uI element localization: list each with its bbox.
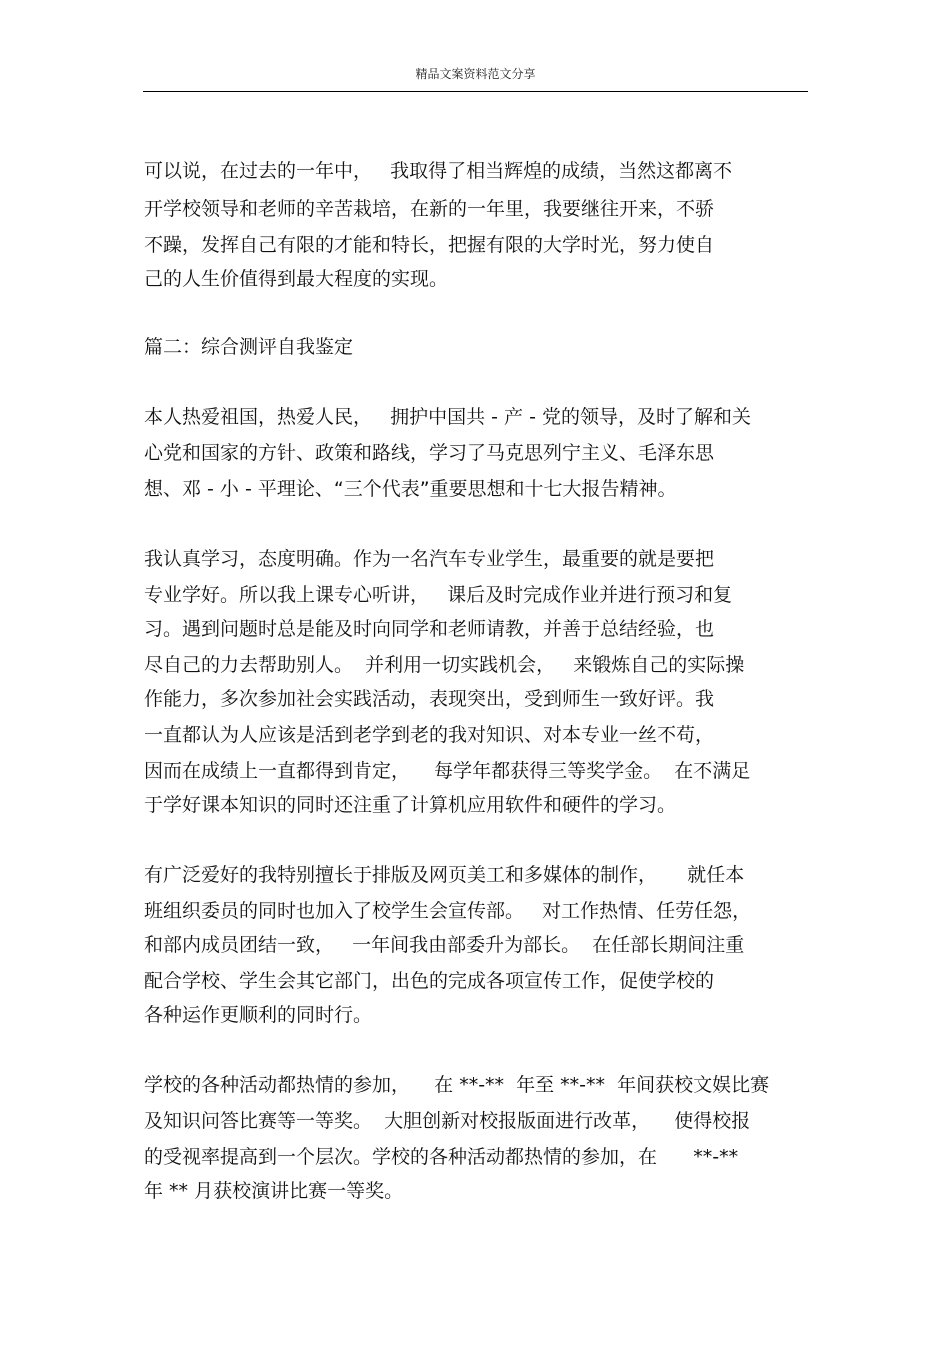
- text-line: 班组织委员的同时也加入了校学生会宣传部。 对工作热情、任劳任怨，: [144, 900, 752, 922]
- text-line: 想、邓 - 小 - 平理论、“三个代表”重要思想和十七大报告精神。: [144, 478, 677, 500]
- text-line: 己的人生价值得到最大程度的实现。: [144, 268, 449, 290]
- text-line: 作能力，多次参加社会实践活动，表现突出，受到师生一致好评。我: [144, 688, 715, 710]
- text-line: 尽自己的力去帮助别人。 并利用一切实践机会， 来锻炼自己的实际操: [144, 654, 745, 676]
- text-line: 一直都认为人应该是活到老学到老的我对知识、对本专业一丝不苟，: [144, 724, 715, 746]
- text-line: 不躁，发挥自己有限的才能和特长，把握有限的大学时光，努力使自: [144, 234, 715, 256]
- text-line: 及知识问答比赛等一等奖。 大胆创新对校报版面进行改革， 使得校报: [144, 1110, 751, 1132]
- text-line: 和部内成员团结一致， 一年间我由部委升为部长。 在任部长期间注重: [144, 934, 745, 956]
- text-line: 可以说，在过去的一年中， 我取得了相当辉煌的成绩，当然这都离不: [144, 160, 733, 182]
- text-line: 的受视率提高到一个层次。学校的各种活动都热情的参加，在 **-**: [144, 1146, 739, 1168]
- page-header: 精品文案资料范文分享: [415, 67, 536, 81]
- text-line: 配合学校、学生会其它部门，出色的完成各项宣传工作，促使学校的: [144, 970, 715, 992]
- section-heading: 篇二：综合测评自我鉴定: [144, 336, 354, 358]
- text-line: 开学校领导和老师的辛苦栽培，在新的一年里，我要继往开来，不骄: [144, 198, 715, 220]
- text-line: 因而在成绩上一直都得到肯定， 每学年都获得三等奖学金。 在不满足: [144, 760, 751, 782]
- text-line: 心党和国家的方针、政策和路线，学习了马克思列宁主义、毛泽东思: [144, 442, 715, 464]
- text-line: 于学好课本知识的同时还注重了计算机应用软件和硬件的学习。: [144, 794, 677, 816]
- text-line: 习。遇到问题时总是能及时向同学和老师请教，并善于总结经验，也: [144, 618, 715, 640]
- text-line: 学校的各种活动都热情的参加， 在 **-** 年至 **-** 年间获校文娱比赛: [144, 1074, 770, 1096]
- text-line: 本人热爱祖国，热爱人民， 拥护中国共 - 产 - 党的领导，及时了解和关: [144, 406, 751, 428]
- text-line: 有广泛爱好的我特别擅长于排版及网页美工和多媒体的制作， 就任本: [144, 864, 745, 886]
- text-line: 年 ** 月获校演讲比赛一等奖。: [144, 1180, 404, 1202]
- text-line: 专业学好。所以我上课专心听讲， 课后及时完成作业并进行预习和复: [144, 584, 733, 606]
- text-line: 我认真学习，态度明确。作为一名汽车专业学生，最重要的就是要把: [144, 548, 715, 570]
- text-line: 各种运作更顺利的同时行。: [144, 1004, 373, 1026]
- header-rule: [143, 91, 808, 92]
